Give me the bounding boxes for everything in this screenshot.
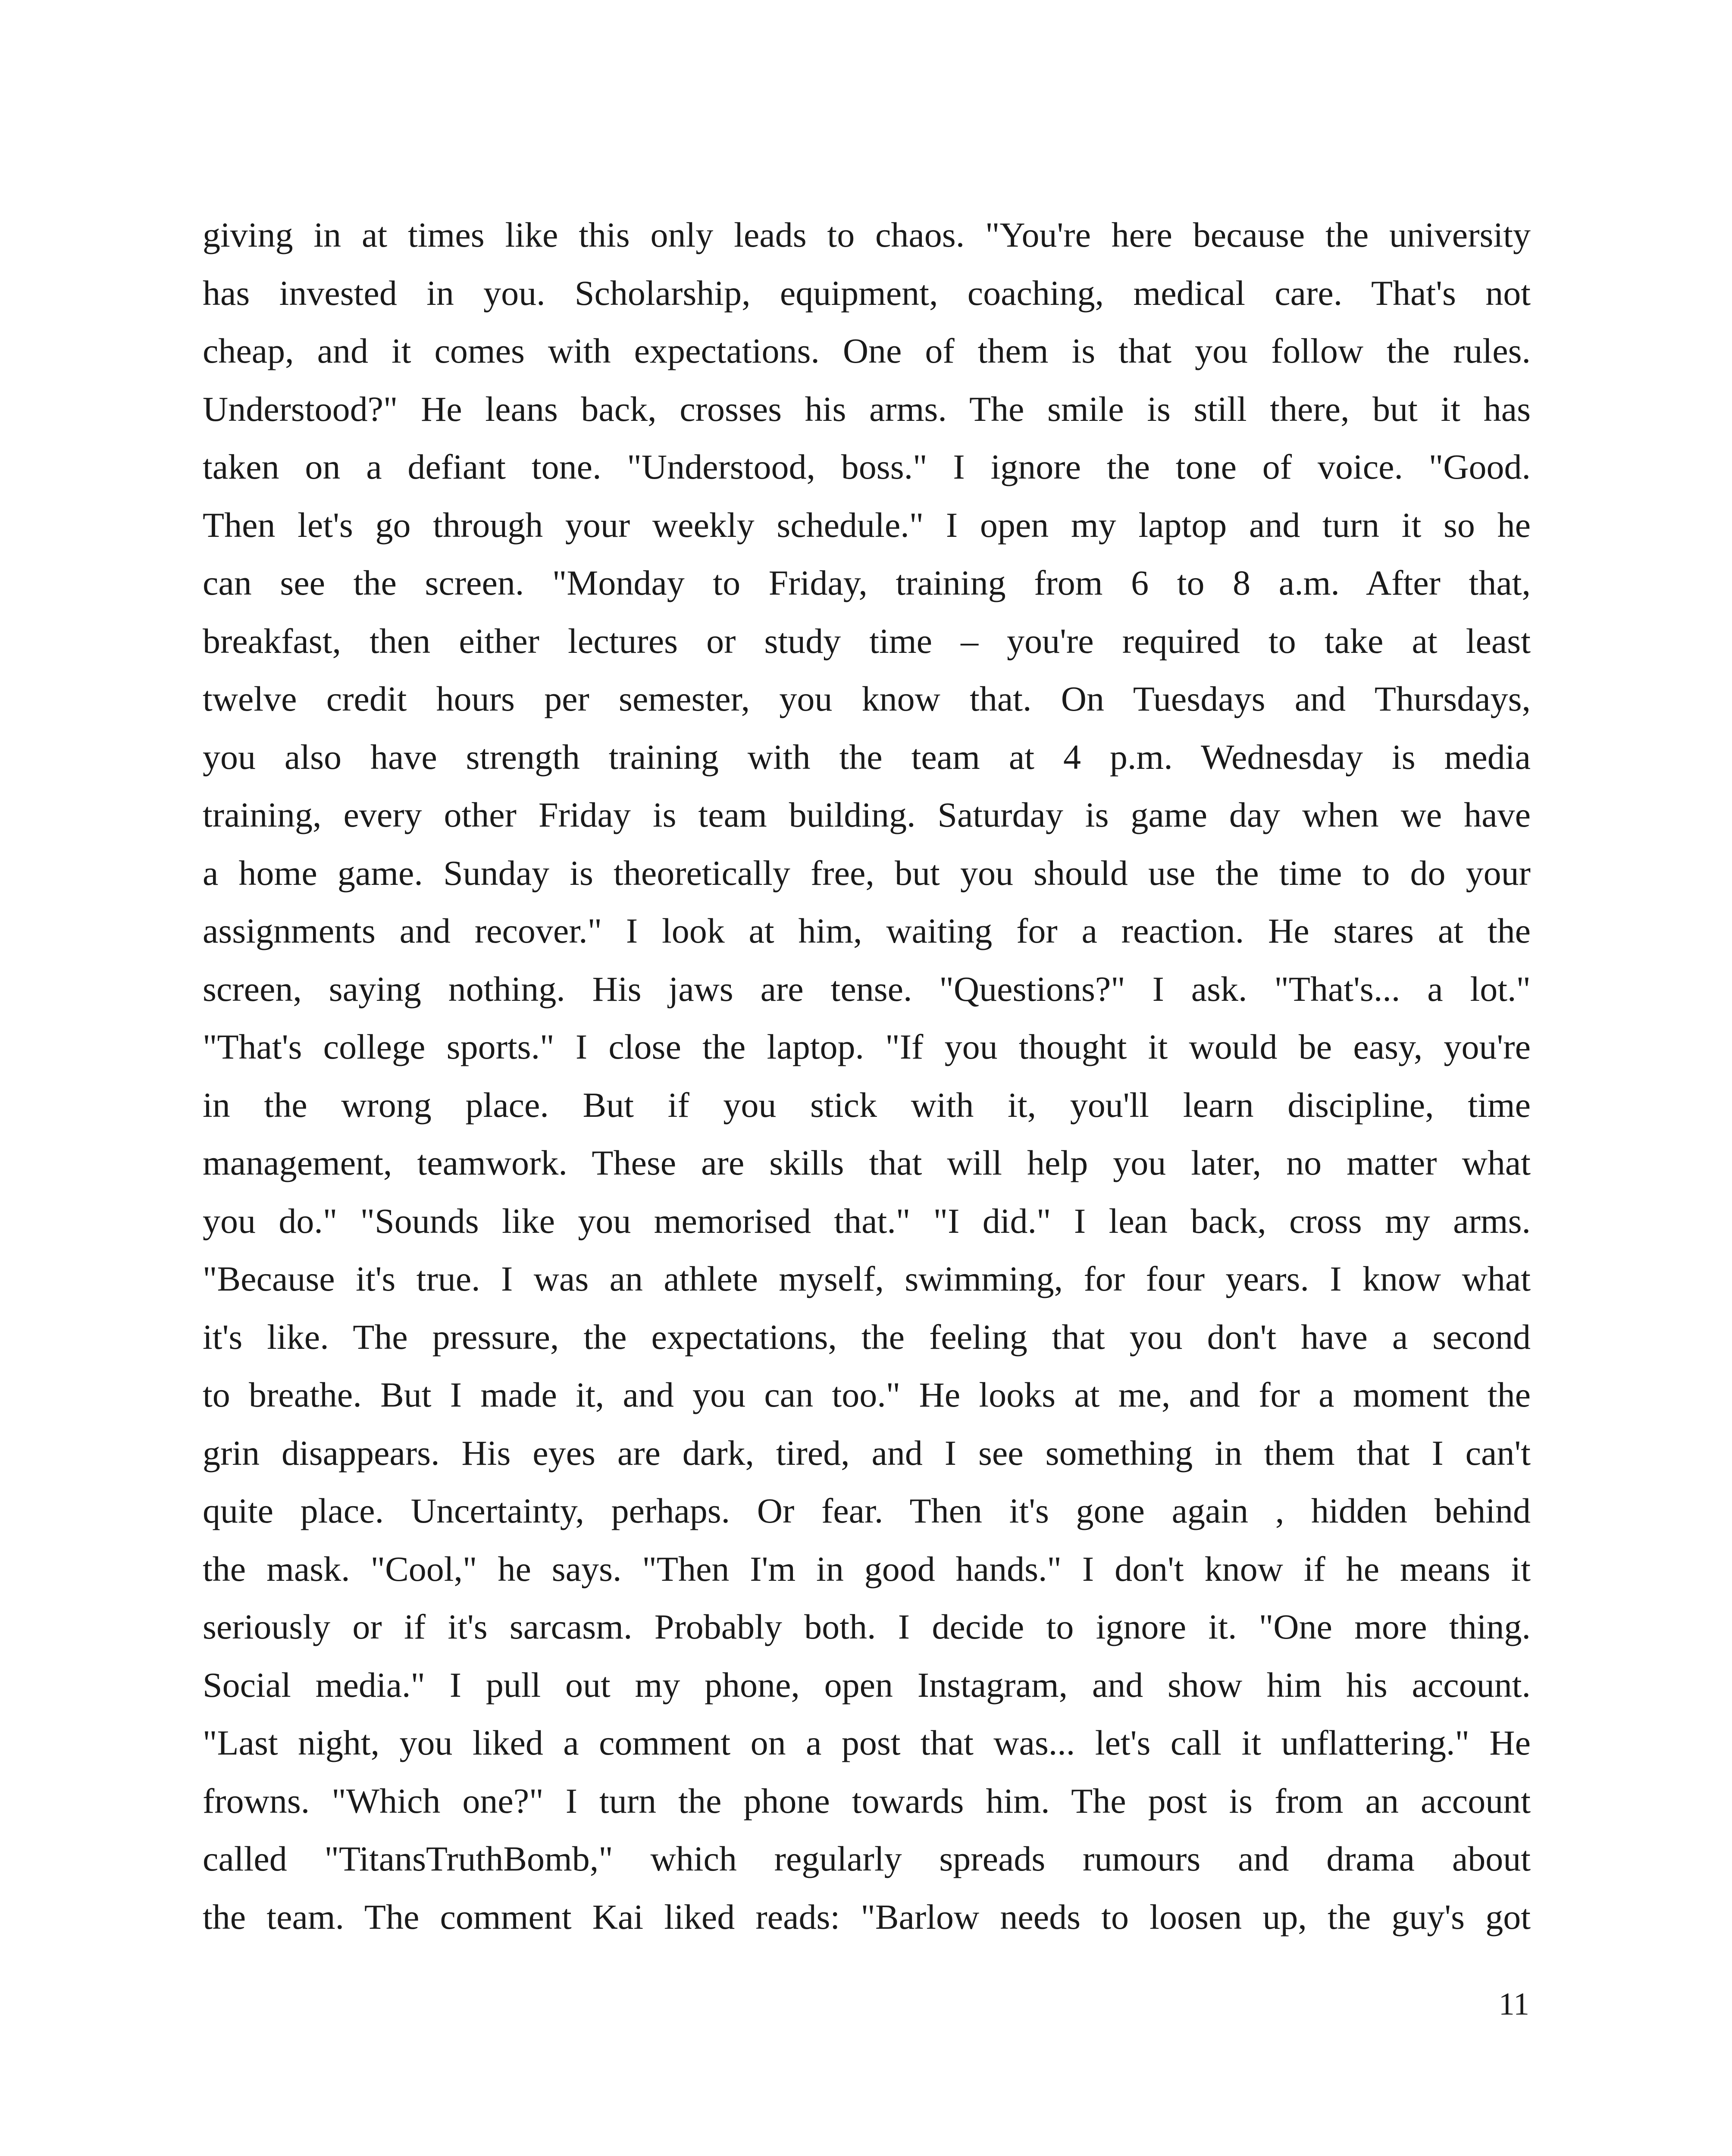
- text-line: cheap, and it comes with expectations. One of them is that you follow the rules.: [203, 331, 1531, 370]
- text-line: to breathe. But I made it, and you can too." He looks at me, and for a moment the: [203, 1375, 1531, 1414]
- text-line: a home game. Sunday is theoretically free, but you should use the time to do your: [203, 853, 1531, 893]
- text-line: it's like. The pressure, the expectations, the feeling that you don't have a second: [203, 1317, 1531, 1357]
- text-line: can see the screen. "Monday to Friday, training from 6 to 8 a.m. After that,: [203, 563, 1531, 602]
- text-line: grin disappears. His eyes are dark, tired, and I see something in them that I can't: [203, 1433, 1531, 1473]
- text-line: twelve credit hours per semester, you know that. On Tuesdays and Thursdays,: [203, 679, 1531, 718]
- body-paragraph: [203, 206, 1531, 1946]
- text-line: breakfast, then either lectures or study time – you're required to take at least: [203, 621, 1531, 661]
- text-line: the team. The comment Kai liked reads: "Barlow needs to loosen up, the guy's got: [203, 1897, 1531, 1937]
- text-line: the mask. "Cool," he says. "Then I'm in good hands." I don't know if he means it: [203, 1549, 1531, 1589]
- page-number: 11: [1498, 1987, 1529, 2022]
- text-line: taken on a defiant tone. "Understood, boss." I ignore the tone of voice. "Good.: [203, 447, 1531, 486]
- text-line: Then let's go through your weekly schedule." I open my laptop and turn it so he: [203, 505, 1531, 545]
- text-line: has invested in you. Scholarship, equipment, coaching, medical care. That's not: [203, 273, 1531, 313]
- text-line: in the wrong place. But if you stick with it, you'll learn discipline, time: [203, 1085, 1531, 1125]
- text-line: "Because it's true. I was an athlete myself, swimming, for four years. I know what: [203, 1259, 1531, 1298]
- text-line: frowns. "Which one?" I turn the phone towards him. The post is from an account: [203, 1781, 1531, 1821]
- text-line: seriously or if it's sarcasm. Probably both. I decide to ignore it. "One more thing.: [203, 1607, 1531, 1646]
- text-line: "Last night, you liked a comment on a post that was... let's call it unflattering." He: [203, 1723, 1531, 1762]
- text-line: you also have strength training with the team at 4 p.m. Wednesday is media: [203, 737, 1531, 777]
- text-line: you do." "Sounds like you memorised that." "I did." I lean back, cross my arms.: [203, 1201, 1531, 1241]
- text-line: Understood?" He leans back, crosses his arms. The smile is still there, but it has: [203, 389, 1531, 429]
- text-line: training, every other Friday is team building. Saturday is game day when we have: [203, 795, 1531, 834]
- text-line: giving in at times like this only leads to chaos. "You're here because the university: [203, 215, 1531, 254]
- text-line: called "TitansTruthBomb," which regularly spreads rumours and drama about: [203, 1839, 1531, 1878]
- text-line: quite place. Uncertainty, perhaps. Or fear. Then it's gone again , hidden behind: [203, 1491, 1531, 1530]
- text-line: assignments and recover." I look at him, waiting for a reaction. He stares at the: [203, 911, 1531, 950]
- text-line: screen, saying nothing. His jaws are tense. "Questions?" I ask. "That's... a lot.": [203, 969, 1531, 1009]
- text-line: Social media." I pull out my phone, open Instagram, and show him his account.: [203, 1665, 1531, 1705]
- text-line: management, teamwork. These are skills that will help you later, no matter what: [203, 1143, 1531, 1182]
- text-line: "That's college sports." I close the laptop. "If you thought it would be easy, you're: [203, 1027, 1531, 1066]
